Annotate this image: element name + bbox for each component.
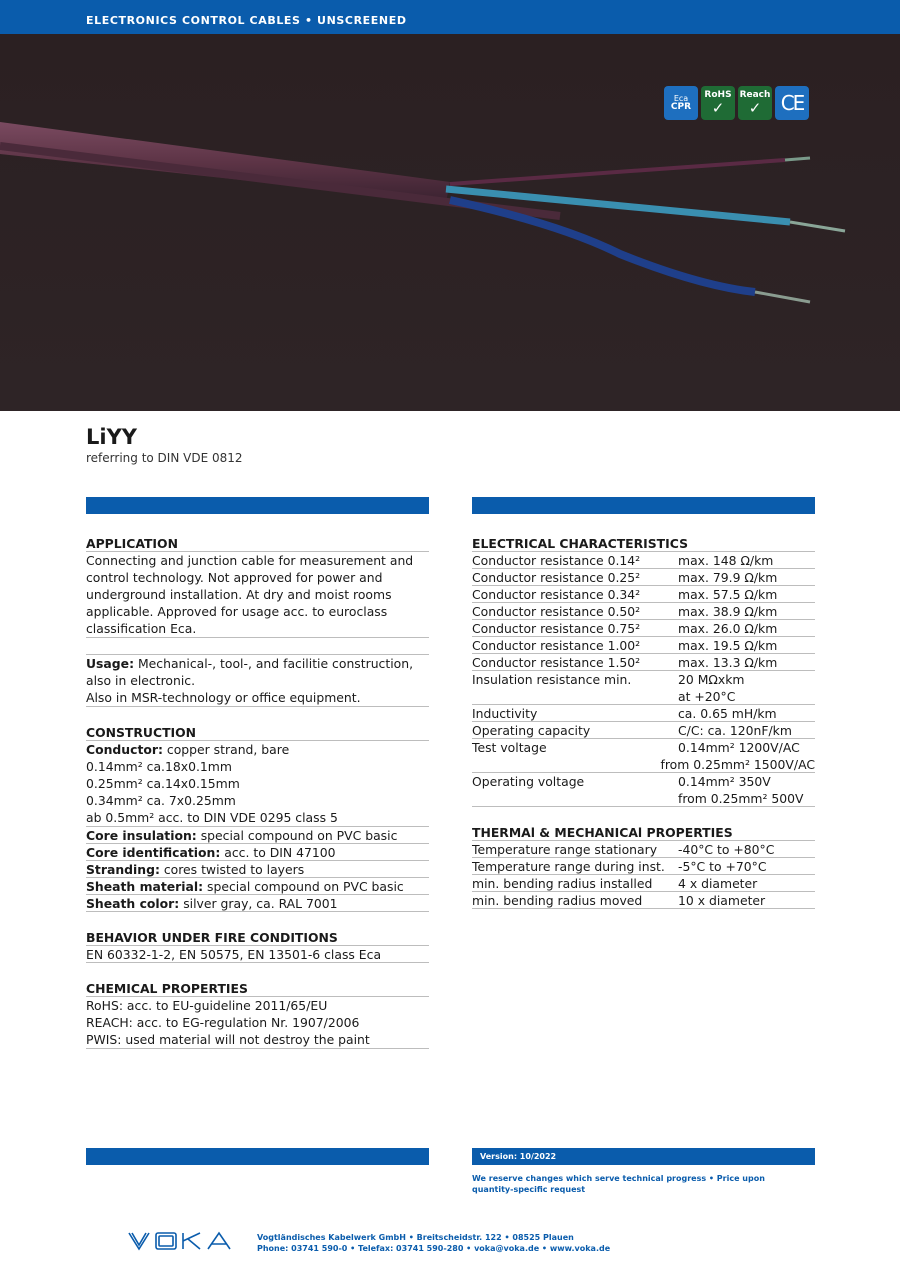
left-column-bar bbox=[86, 497, 429, 514]
eca-cpr-badge: Eca CPR bbox=[664, 86, 698, 120]
spec-row: Temperature range during inst. -5°C to +70°C bbox=[472, 858, 815, 875]
reach-badge: Reach ✓ bbox=[738, 86, 772, 120]
voka-logo bbox=[128, 1230, 232, 1252]
electrical-heading: ELECTRICAL CHARACTERISTICS bbox=[472, 535, 815, 552]
thermal-heading: THERMAl & MECHANICAl PROPERTIES bbox=[472, 824, 815, 841]
company-contact: Phone: 03741 590-0 • Telefax: 03741 590-280 • voka@voka.de • www.voka.de bbox=[257, 1244, 611, 1253]
spec-row: from 0.25mm² 1500V/AC bbox=[472, 756, 815, 773]
spec-row: Conductor resistance 0.14² max. 148 Ω/km bbox=[472, 552, 815, 569]
application-heading: APPLICATION bbox=[86, 535, 429, 552]
spec-row: min. bending radius moved 10 x diameter bbox=[472, 892, 815, 909]
spec-row: at +20°C bbox=[472, 688, 815, 705]
ce-badge: CE bbox=[775, 86, 809, 120]
product-title: LiYY bbox=[86, 425, 137, 449]
spec-row: Test voltage 0.14mm² 1200V/AC bbox=[472, 740, 800, 755]
footer-left-bar bbox=[86, 1148, 429, 1165]
right-column bbox=[472, 535, 815, 909]
fire-text: EN 60332-1-2, EN 50575, EN 13501-6 class Eca bbox=[86, 946, 429, 963]
company-address: Vogtländisches Kabelwerk GmbH • Breitscheidstr. 122 • 08525 Plauen bbox=[257, 1233, 574, 1242]
check-icon: ✓ bbox=[748, 98, 762, 117]
company-footer bbox=[257, 1232, 610, 1254]
construction-item: Core identification: acc. to DIN 47100 bbox=[86, 844, 429, 861]
check-icon: ✓ bbox=[711, 98, 725, 117]
spec-row: Temperature range stationary -40°C to +80°C bbox=[472, 841, 815, 858]
spec-row: Operating voltage 0.14mm² 350V bbox=[472, 774, 771, 789]
svg-text:VOKA: VOKA bbox=[128, 1230, 131, 1231]
version-bar bbox=[472, 1148, 815, 1165]
spec-row: Conductor resistance 0.34² max. 57.5 Ω/km bbox=[472, 586, 815, 603]
product-subtitle: referring to DIN VDE 0812 bbox=[86, 451, 243, 465]
rohs-badge: RoHS ✓ bbox=[701, 86, 735, 120]
spec-row: Conductor resistance 0.25² max. 79.9 Ω/km bbox=[472, 569, 815, 586]
spec-row: Conductor resistance 0.75² max. 26.0 Ω/km bbox=[472, 620, 815, 637]
construction-heading: CONSTRUCTION bbox=[86, 724, 429, 741]
spec-row: min. bending radius installed 4 x diameter bbox=[472, 875, 815, 892]
chemical-heading: CHEMICAL PROPERTIES bbox=[86, 980, 429, 997]
spec-row: Conductor resistance 1.50² max. 13.3 Ω/km bbox=[472, 654, 815, 671]
category-title: ELECTRONICS CONTROL CABLES • UNSCREENED bbox=[86, 14, 407, 27]
application-text: Connecting and junction cable for measurement and control technology. Not approved for power and underground installation. At dry and moist rooms applicable. Approved for usage acc. to euroclass classification Eca. bbox=[86, 552, 429, 638]
spec-row: from 0.25mm² 500V bbox=[472, 790, 815, 807]
spec-row: Conductor resistance 1.00² max. 19.5 Ω/km bbox=[472, 637, 815, 654]
construction-item: Sheath material: special compound on PVC basic bbox=[86, 878, 429, 895]
product-photo bbox=[0, 34, 900, 411]
left-column bbox=[86, 535, 429, 1049]
spec-row: Operating capacity C/C: ca. 120nF/km bbox=[472, 722, 815, 739]
construction-item: Core insulation: special compound on PVC basic bbox=[86, 827, 429, 844]
usage-text: Usage: Mechanical-, tool-, and facilitie construction, also in electronic. Also in MSR-technology or office equipment. bbox=[86, 655, 429, 707]
version-label: Version: 10/2022 bbox=[480, 1152, 557, 1161]
spec-row: Conductor resistance 0.50² max. 38.9 Ω/km bbox=[472, 603, 815, 620]
construction-item: Stranding: cores twisted to layers bbox=[86, 861, 429, 878]
category-bar bbox=[0, 0, 900, 34]
conductor-spec: Conductor: copper strand, bare 0.14mm² ca.18x0.1mm 0.25mm² ca.14x0.15mm 0.34mm² ca. 7x0.25mm ab 0.5mm² acc. to DIN VDE 0295 class 5 bbox=[86, 741, 429, 827]
chemical-text: RoHS: acc. to EU-guideline 2011/65/EU REACH: acc. to EG-regulation Nr. 1907/2006 PWIS: used material will not destroy the paint bbox=[86, 997, 429, 1049]
fire-heading: BEHAVIOR UNDER FIRE CONDITIONS bbox=[86, 929, 429, 946]
certification-badges bbox=[664, 86, 809, 120]
right-column-bar bbox=[472, 497, 815, 514]
notice-text: We reserve changes which serve technical progress • Price upon quantity-specific request bbox=[472, 1174, 765, 1194]
construction-item: Sheath color: silver gray, ca. RAL 7001 bbox=[86, 895, 429, 912]
spec-row: Inductivity ca. 0.65 mH/km bbox=[472, 705, 815, 722]
spec-row: Insulation resistance min. 20 MΩxkm bbox=[472, 672, 745, 687]
